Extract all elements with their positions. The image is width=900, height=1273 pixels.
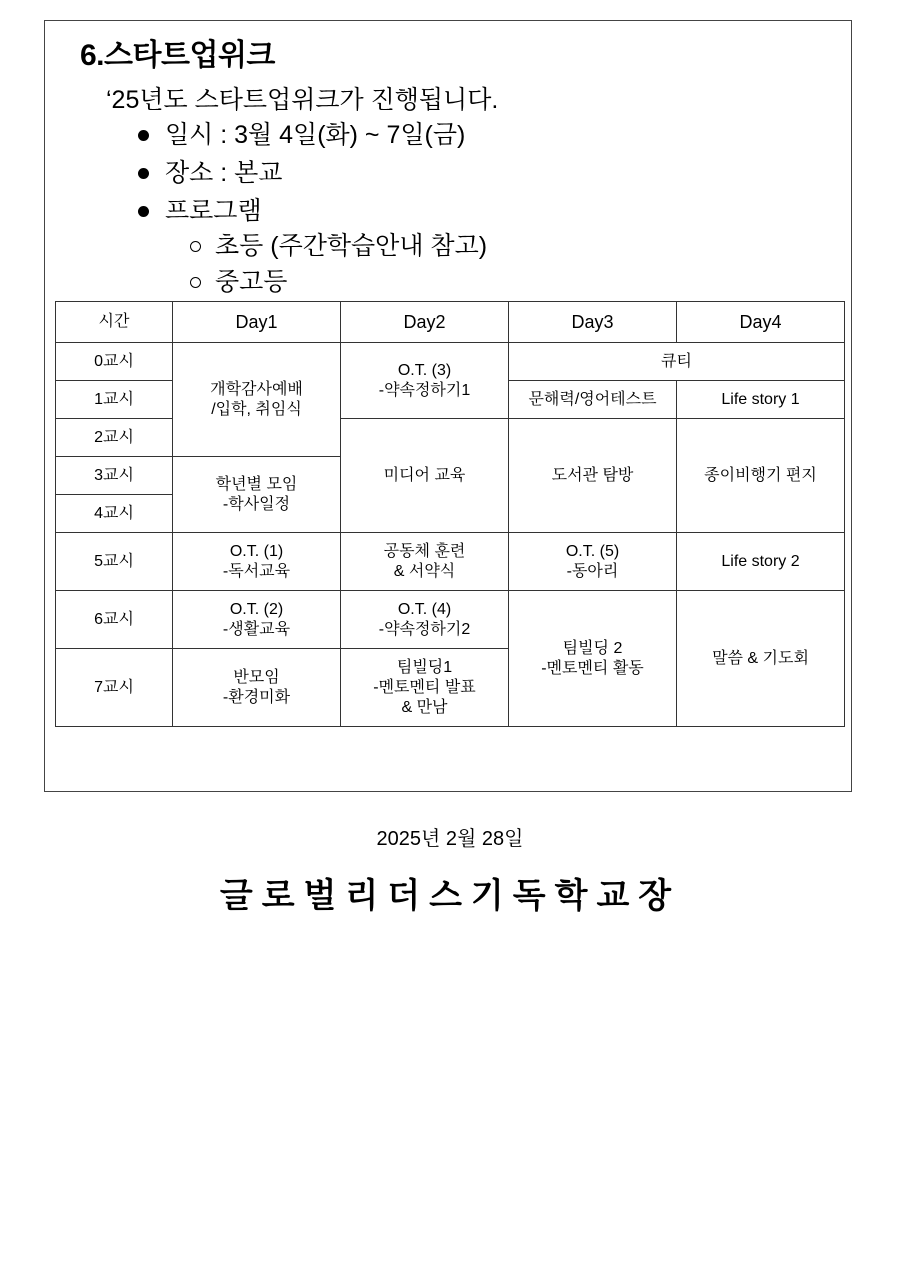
period-cell: 0교시 (56, 343, 173, 381)
period-cell: 5교시 (56, 533, 173, 591)
header-time: 시간 (56, 302, 173, 343)
section-heading: 6.스타트업위크 (80, 39, 275, 72)
ring-bullet-icon (190, 241, 201, 252)
schedule-cell: 개학감사예배 /입학, 취임식 (173, 343, 341, 457)
period-cell: 6교시 (56, 591, 173, 649)
schedule-cell: 팀빌딩1 -멘토멘티 발표 & 만남 (341, 649, 509, 727)
schedule-cell: 문해력/영어테스트 (509, 381, 677, 419)
period-cell: 4교시 (56, 495, 173, 533)
schedule-cell: 미디어 교육 (341, 419, 509, 533)
schedule-cell: O.T. (2) -생활교육 (173, 591, 341, 649)
header-day4: Day4 (677, 302, 845, 343)
table-header-row (56, 302, 845, 343)
schedule-cell: O.T. (1) -독서교육 (173, 533, 341, 591)
schedule-cell: 학년별 모임 -학사일정 (173, 457, 341, 533)
bullet-dot-icon (138, 168, 149, 179)
period-cell: 3교시 (56, 457, 173, 495)
schedule-cell: 반모임 -환경미화 (173, 649, 341, 727)
bullet-list (134, 116, 465, 230)
schedule-cell: 공동체 훈련 & 서약식 (341, 533, 509, 591)
header-day1: Day1 (173, 302, 341, 343)
schedule-cell: 종이비행기 편지 (677, 419, 845, 533)
schedule-cell: O.T. (3) -약속정하기1 (341, 343, 509, 419)
schedule-cell: O.T. (4) -약속정하기2 (341, 591, 509, 649)
table-row (56, 533, 845, 591)
table-row (56, 343, 845, 381)
schedule-cell: Life story 2 (677, 533, 845, 591)
schedule-cell: O.T. (5) -동아리 (509, 533, 677, 591)
period-cell: 7교시 (56, 649, 173, 727)
sub-bullet-item-elementary: 초등 (주간학습안내 참고) (190, 228, 487, 264)
schedule-cell: 팀빌딩 2 -멘토멘티 활동 (509, 591, 677, 727)
header-day3: Day3 (509, 302, 677, 343)
bullet-item-program: 프로그램 (134, 192, 465, 230)
schedule-cell: 말씀 & 기도회 (677, 591, 845, 727)
schedule-cell: 도서관 탐방 (509, 419, 677, 533)
bullet-item-date: 일시 : 3월 4일(화) ~ 7일(금) (134, 116, 465, 154)
schedule-cell: Life story 1 (677, 381, 845, 419)
period-cell: 2교시 (56, 419, 173, 457)
sub-bullet-list (190, 228, 487, 300)
school-principal-signature: 글로벌리더스기독학교장 (219, 877, 681, 915)
period-cell: 1교시 (56, 381, 173, 419)
sub-bullet-item-secondary: 중고등 (190, 264, 487, 300)
ring-bullet-icon (190, 277, 201, 288)
issue-date: 2025년 2월 28일 (376, 828, 524, 850)
schedule-cell: 큐티 (509, 343, 845, 381)
schedule-table (55, 301, 845, 727)
table-row (56, 591, 845, 649)
bullet-dot-icon (138, 130, 149, 141)
header-day2: Day2 (341, 302, 509, 343)
bullet-item-place: 장소 : 본교 (134, 154, 465, 192)
bullet-dot-icon (138, 206, 149, 217)
intro-text: ‘25년도 스타트업위크가 진행됩니다. (106, 86, 499, 114)
